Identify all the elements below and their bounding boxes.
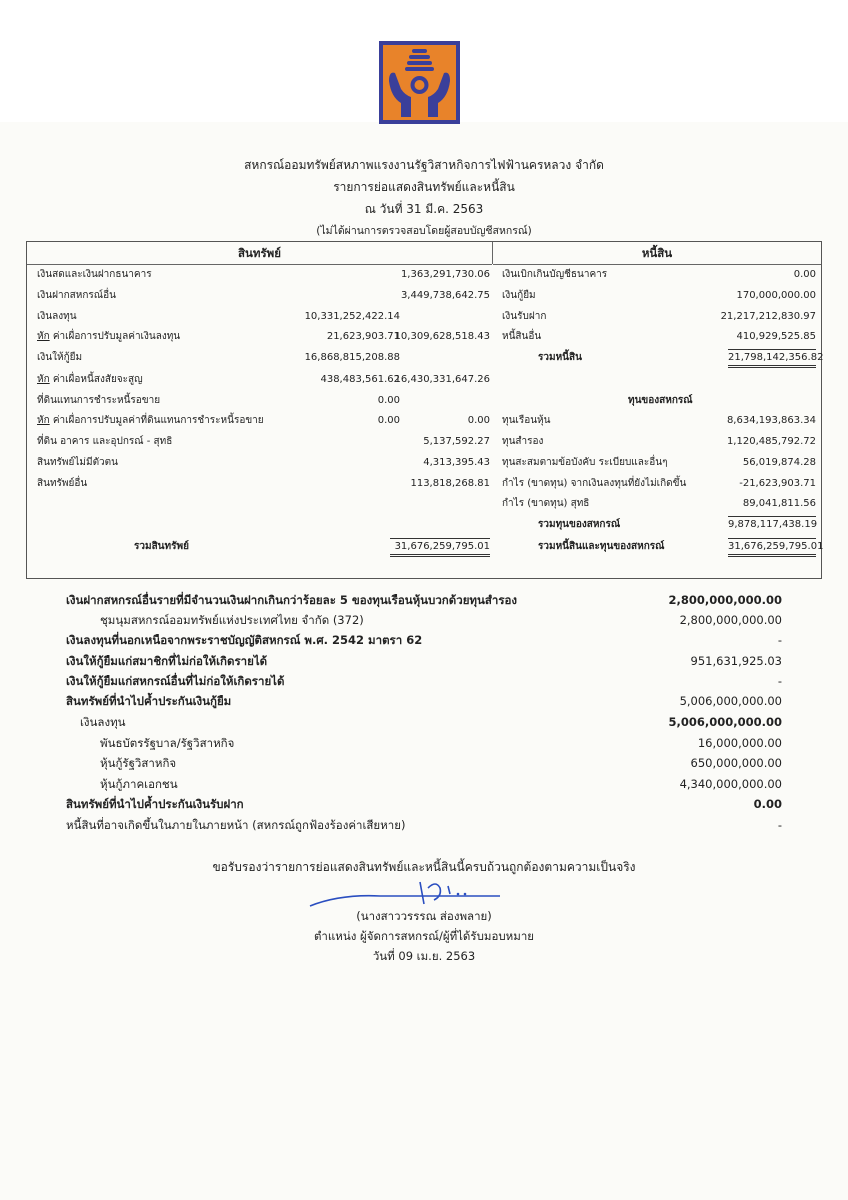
- asset-label: ที่ดินแทนการชำระหนี้รอขาย: [37, 395, 161, 406]
- asset-subamount: 438,483,561.62: [320, 374, 400, 385]
- equity-total-amount: 9,878,117,438.19: [728, 516, 816, 532]
- asset-amount: 0.00: [467, 415, 490, 426]
- asset-amount: 113,818,268.81: [410, 478, 490, 489]
- asset-label: หัก ค่าเผื่อการปรับมูลค่าเงินลงทุน: [37, 331, 181, 342]
- assets-heading: สินทรัพย์: [27, 243, 492, 265]
- liability-amount: 0.00: [793, 269, 816, 280]
- report-title: รายการย่อแสดงสินทรัพย์และหนี้สิน: [333, 180, 515, 194]
- assets-total-label: รวมสินทรัพย์: [134, 541, 189, 552]
- asset-amount: 10,309,628,518.43: [394, 331, 490, 342]
- summary-amount: 4,340,000,000.00: [679, 777, 782, 791]
- liability-amount: 170,000,000.00: [736, 290, 816, 301]
- assets-total-amount: 31,676,259,795.01: [390, 538, 490, 557]
- summary-label: สินทรัพย์ที่นำไปค้ำประกันเงินรับฝาก: [66, 797, 244, 811]
- summary-amount: -: [777, 633, 782, 647]
- certification-statement: ขอรับรองว่ารายการย่อแสดงสินทรัพย์และหนี้สินนี้ครบถ้วนถูกต้องตามความเป็นจริง: [212, 860, 636, 874]
- liability-label: เงินเบิกเกินบัญชีธนาคาร: [502, 269, 608, 280]
- equity-label: ทุนสำรอง: [502, 436, 544, 447]
- asset-subamount: 16,868,815,208.88: [304, 352, 400, 363]
- summary-label: สินทรัพย์ที่นำไปค้ำประกันเงินกู้ยืม: [66, 694, 232, 708]
- summary-label: ชุมนุมสหกรณ์ออมทรัพย์แห่งประเทศไทย จำกัด (372): [100, 613, 364, 627]
- asset-label: หัก ค่าเผื่อการปรับมูลค่าที่ดินแทนการชำระหนี้รอขาย: [37, 415, 264, 426]
- asset-label: เงินฝากสหกรณ์อื่น: [37, 290, 116, 301]
- grand-total-label: รวมหนี้สินและทุนของสหกรณ์: [538, 541, 665, 552]
- equity-label: ทุนสะสมตามข้อบังคับ ระเบียบและอื่นๆ: [502, 457, 668, 468]
- liability-amount: 21,217,212,830.97: [720, 311, 816, 322]
- equity-label: กำไร (ขาดทุน) สุทธิ: [502, 498, 590, 509]
- summary-amount: 5,006,000,000.00: [679, 694, 782, 708]
- asset-subamount: 10,331,252,422.14: [304, 311, 400, 322]
- asset-subamount: 21,623,903.71: [326, 331, 400, 342]
- asset-amount: 16,430,331,647.26: [394, 374, 490, 385]
- summary-label: พันธบัตรรัฐบาล/รัฐวิสาหกิจ: [100, 736, 235, 750]
- signer-position: ตำแหน่ง ผู้จัดการสหกรณ์/ผู้ที่ได้รับมอบหมาย: [313, 929, 535, 943]
- asset-label: หัก ค่าเผื่อหนี้สงสัยจะสูญ: [37, 374, 143, 385]
- summary-amount: -: [777, 818, 782, 832]
- equity-amount: -21,623,903.71: [739, 478, 816, 489]
- liabilities-total-label: รวมหนี้สิน: [538, 352, 582, 363]
- asset-amount: 1,363,291,730.06: [400, 269, 490, 280]
- asset-label: เงินลงทุน: [37, 311, 77, 322]
- summary-amount: -: [777, 674, 782, 688]
- column-divider: [492, 242, 493, 264]
- org-name: สหกรณ์ออมทรัพย์สหภาพแรงงานรัฐวิสาหกิจการไฟฟ้านครหลวง จำกัด: [244, 158, 604, 172]
- audit-note: (ไม่ได้ผ่านการตรวจสอบโดยผู้สอบบัญชีสหกรณ์): [316, 225, 532, 237]
- summary-amount: 0.00: [753, 797, 782, 811]
- summary-amount: 16,000,000.00: [697, 736, 782, 750]
- liabilities-total-amount: 21,798,142,356.82: [728, 349, 816, 368]
- summary-amount: 951,631,925.03: [690, 654, 782, 668]
- equity-label: กำไร (ขาดทุน) จากเงินลงทุนที่ยังไม่เกิดขึ้น: [502, 478, 687, 489]
- equity-total-label: รวมทุนของสหกรณ์: [538, 519, 621, 530]
- equity-amount: 1,120,485,792.72: [726, 436, 816, 447]
- summary-label: หุ้นกู้รัฐวิสาหกิจ: [100, 756, 177, 770]
- asset-label: สินทรัพย์อื่น: [37, 478, 88, 489]
- summary-label: หุ้นกู้ภาคเอกชน: [100, 777, 178, 791]
- equity-amount: 56,019,874.28: [742, 457, 816, 468]
- equity-heading: ทุนของสหกรณ์: [628, 395, 693, 406]
- asset-amount: 3,449,738,642.75: [400, 290, 490, 301]
- summary-amount: 2,800,000,000.00: [679, 613, 782, 627]
- summary-label: หนี้สินที่อาจเกิดขึ้นในภายในภายหน้า (สหกรณ์ถูกฟ้องร้องค่าเสียหาย): [66, 818, 406, 832]
- summary-label: เงินให้กู้ยืมแก่สมาชิกที่ไม่ก่อให้เกิดรายได้: [66, 654, 268, 668]
- report-date: ณ วันที่ 31 มี.ค. 2563: [364, 202, 484, 216]
- summary-label: เงินลงทุนที่นอกเหนือจากพระราชบัญญัติสหกรณ์ พ.ศ. 2542 มาตรา 62: [66, 633, 423, 647]
- liability-label: เงินรับฝาก: [502, 311, 547, 322]
- signature-date: วันที่ 09 เม.ย. 2563: [372, 949, 476, 963]
- asset-label: ที่ดิน อาคาร และอุปกรณ์ - สุทธิ: [37, 436, 173, 447]
- equity-label: ทุนเรือนหุ้น: [502, 415, 551, 426]
- liabilities-heading: หนี้สิน: [493, 243, 821, 265]
- summary-label: เงินฝากสหกรณ์อื่นรายที่มีจำนวนเงินฝากเกินกว่าร้อยละ 5 ของทุนเรือนหุ้นบวกด้วยทุนสำรอง: [66, 593, 518, 607]
- grand-total-amount: 31,676,259,795.01: [728, 538, 816, 557]
- asset-label: สินทรัพย์ไม่มีตัวตน: [37, 457, 119, 468]
- asset-amount: 4,313,395.43: [423, 457, 490, 468]
- summary-amount: 650,000,000.00: [690, 756, 782, 770]
- signer-name: (นางสาววรรรณ ส่องพลาย): [356, 909, 492, 923]
- asset-subamount: 0.00: [377, 395, 400, 406]
- asset-subamount: 0.00: [377, 415, 400, 426]
- asset-amount: 5,137,592.27: [423, 436, 490, 447]
- summary-label: เงินลงทุน: [80, 715, 126, 729]
- cooperative-logo-icon: [379, 41, 460, 124]
- asset-label: เงินสดและเงินฝากธนาคาร: [37, 269, 152, 280]
- summary-label: เงินให้กู้ยืมแก่สหกรณ์อื่นที่ไม่ก่อให้เกิดรายได้: [66, 674, 285, 688]
- liability-label: เงินกู้ยืม: [502, 290, 536, 301]
- summary-amount: 5,006,000,000.00: [668, 715, 782, 729]
- equity-amount: 89,041,811.56: [742, 498, 816, 509]
- summary-amount: 2,800,000,000.00: [668, 593, 782, 607]
- liability-label: หนี้สินอื่น: [502, 331, 542, 342]
- asset-label: เงินให้กู้ยืม: [37, 352, 83, 363]
- liability-amount: 410,929,525.85: [736, 331, 816, 342]
- equity-amount: 8,634,193,863.34: [726, 415, 816, 426]
